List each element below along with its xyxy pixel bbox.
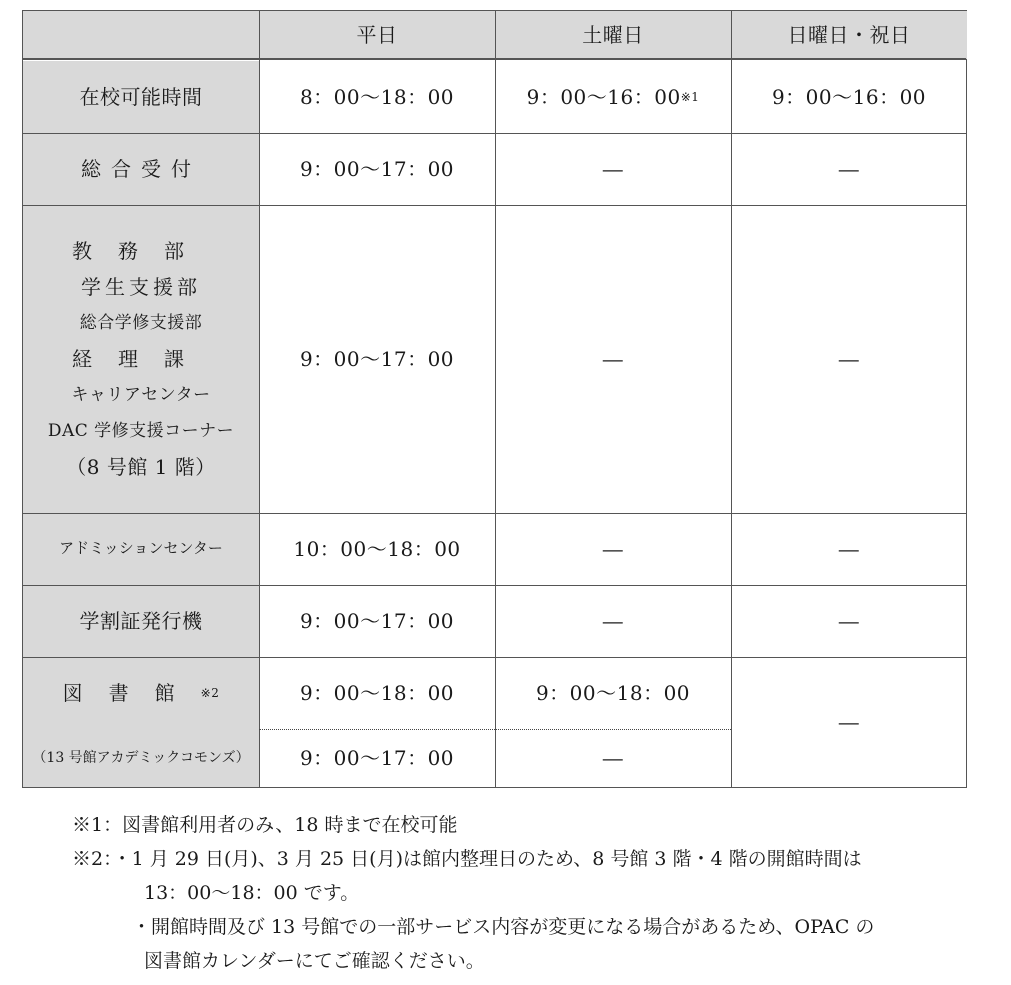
row-label-student-id-machine: 学割証発行機	[23, 585, 259, 657]
library-sunday: ―	[838, 710, 860, 734]
library-label-text: 図書館	[62, 681, 201, 705]
grid-hline-2	[23, 205, 966, 206]
attendance-weekday: 8：00～18：00	[299, 85, 455, 109]
row-label-library-sub: （13 号館アカデミックコモンズ）	[23, 729, 259, 787]
grid-hline-4	[23, 585, 966, 586]
library-saturday: 9：00～18：00	[535, 681, 691, 705]
row-label-reception: 総合受付	[23, 133, 259, 205]
grid-vline-3	[731, 11, 732, 787]
library-weekday: 9：00～18：00	[299, 681, 455, 705]
footnote-2-line-2: 13：00～18：00 です。	[144, 882, 360, 904]
grid-vline-1	[259, 11, 260, 787]
offices-sunday: ―	[838, 347, 860, 371]
grid-hline-5	[23, 657, 966, 658]
office-label-location: （8 号館 1 階）	[66, 455, 216, 479]
attendance-saturday: 9：00～16：00 ※1	[526, 85, 700, 109]
grid-vline-2	[495, 11, 496, 787]
footnotes	[72, 808, 972, 978]
admission-weekday: 10：00～18：00	[293, 537, 461, 561]
header-blank-cell	[23, 11, 259, 59]
office-label-accounting: 経理課	[72, 347, 210, 371]
row-label-attendance: 在校可能時間	[23, 61, 259, 133]
header-weekday: 平日	[259, 11, 495, 59]
admission-sunday: ―	[838, 537, 860, 561]
header-saturday: 土曜日	[495, 11, 731, 59]
student-id-sunday: ―	[838, 609, 860, 633]
row-label-admission: アドミッションセンター	[23, 513, 259, 585]
footnote-2-line-3: ・開館時間及び 13 号館での一部サービス内容が変更になる場合があるため、OPAC の	[132, 916, 875, 938]
footnote-2-line-4: 図書館カレンダーにてご確認ください。	[144, 950, 485, 972]
grid-hline-1	[23, 133, 966, 134]
offices-saturday: ―	[602, 347, 624, 371]
reception-weekday: 9：00～17：00	[299, 157, 455, 181]
library-dotted-separator	[259, 729, 731, 730]
student-id-saturday: ―	[602, 609, 624, 633]
grid-hline-header	[23, 58, 966, 60]
attendance-sunday: 9：00～16：00	[771, 85, 927, 109]
office-label-career-center: キャリアセンター	[71, 385, 211, 405]
office-label-dac-corner: DAC 学修支援コーナー	[47, 421, 235, 441]
admission-saturday: ―	[602, 537, 624, 561]
offices-weekday: 9：00～17：00	[299, 347, 455, 371]
student-id-weekday: 9：00～17：00	[299, 609, 455, 633]
grid-hline-3	[23, 513, 966, 514]
library-sub-saturday: ―	[602, 746, 624, 770]
office-label-academic-affairs: 教務部	[72, 239, 210, 263]
footnote-1: ※1：図書館利用者のみ、18 時まで在校可能	[72, 814, 458, 836]
footnote-2-line-1: ※2：・1 月 29 日(月)、3 月 25 日(月)は館内整理日のため、8 号館 3 階・4 階の開館時間は	[72, 848, 862, 870]
office-label-student-support: 学生支援部	[81, 275, 201, 299]
office-label-learning-support: 総合学修支援部	[79, 313, 203, 333]
row-label-offices	[23, 205, 259, 513]
hours-table	[22, 10, 967, 788]
reception-sunday: ―	[838, 157, 860, 181]
header-sunday-holiday: 日曜日・祝日	[731, 11, 967, 59]
reception-saturday: ―	[602, 157, 624, 181]
attendance-saturday-time: 9：00～16：00	[526, 85, 681, 109]
row-label-library: 図書館 ※2	[23, 657, 259, 729]
library-sub-weekday: 9：00～17：00	[299, 746, 455, 770]
